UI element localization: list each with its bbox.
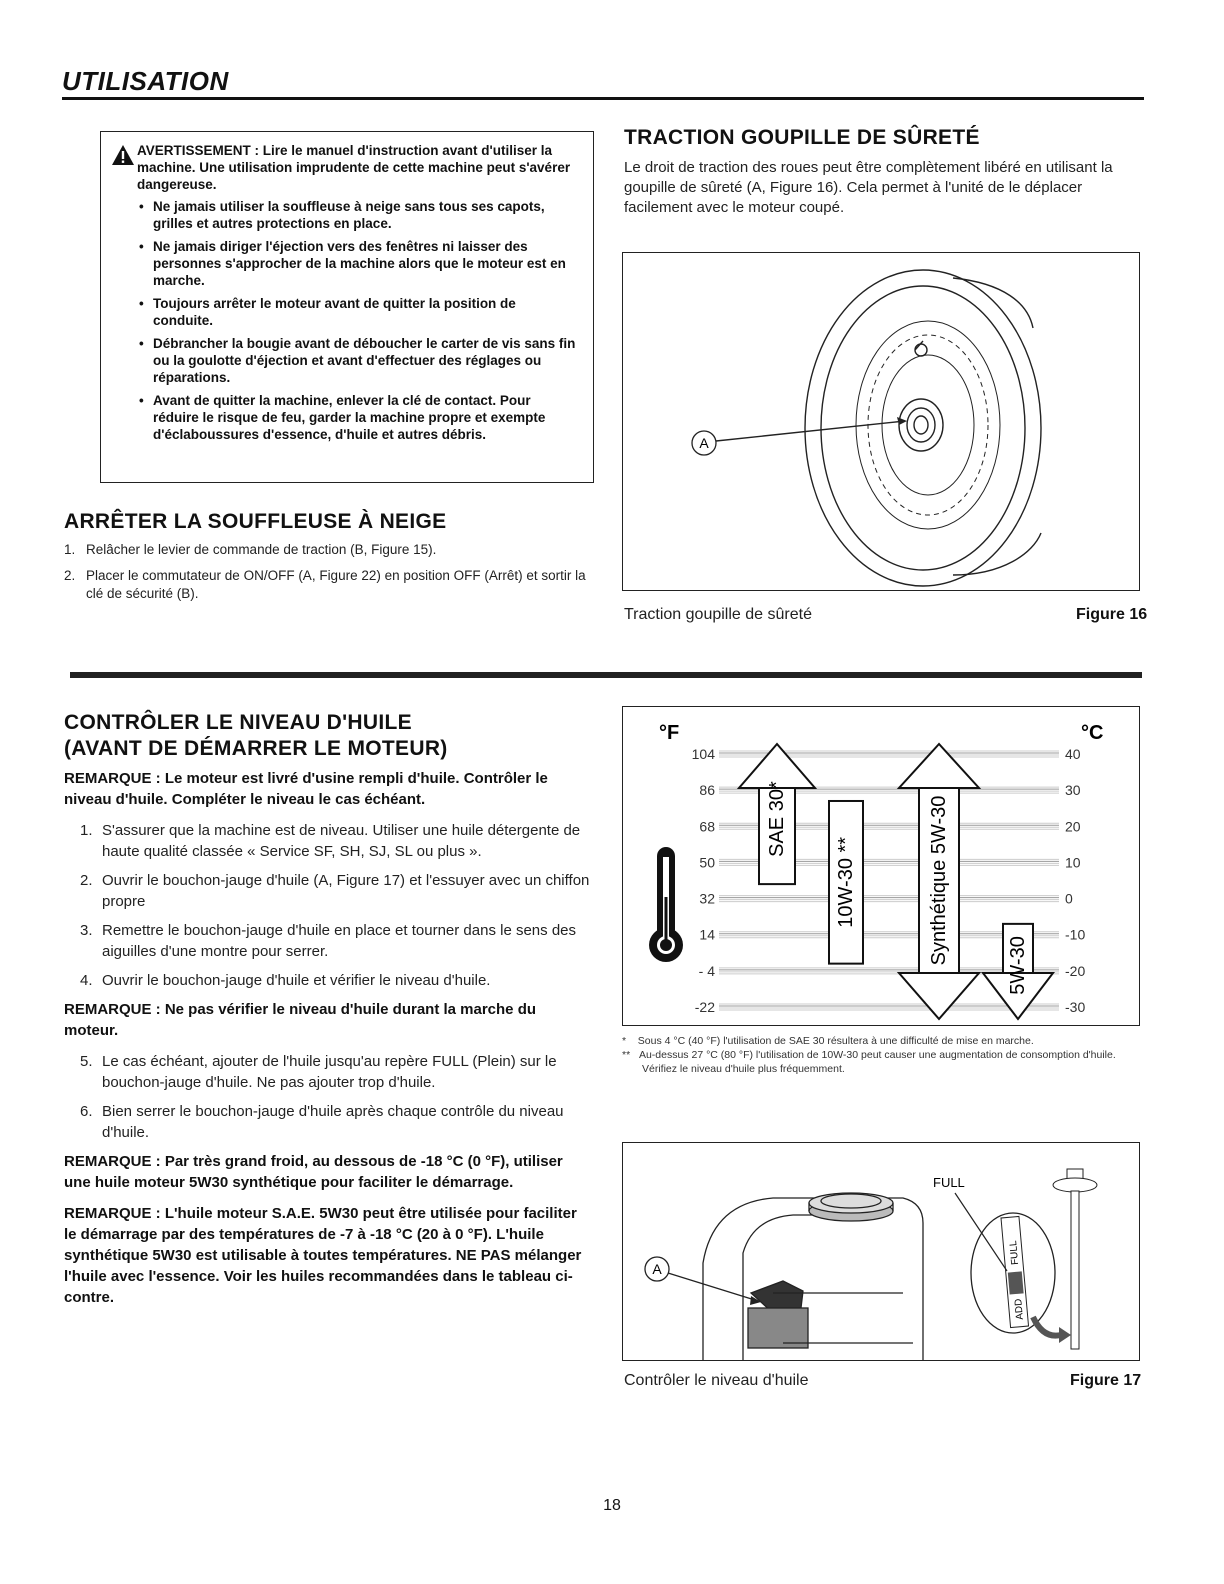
wheel-illustration: [623, 253, 1140, 591]
full-label: FULL: [933, 1175, 965, 1190]
warning-list: [117, 198, 579, 443]
list-item: [80, 1101, 590, 1143]
figure-17-label: Figure 17: [1070, 1372, 1142, 1389]
fahrenheit-tick-label: 32: [699, 890, 715, 907]
step-number: 2.: [80, 872, 93, 889]
footnote: [622, 1034, 1142, 1048]
step-number: 1.: [64, 542, 76, 557]
footnote: [622, 1048, 1142, 1076]
oil-range-bar: [899, 744, 979, 1019]
step-number: 6.: [80, 1103, 93, 1120]
list-item: [80, 870, 590, 912]
stop-steps: [64, 541, 594, 611]
callout-a-line: [716, 421, 905, 441]
celsius-tick-label: 20: [1065, 818, 1081, 835]
footnote-mark: *: [622, 1035, 627, 1047]
list-item: [80, 970, 590, 991]
footnote-mark: **: [622, 1049, 631, 1061]
fahrenheit-tick-label: 104: [691, 746, 715, 762]
oil-range-label: 5W-30: [1007, 936, 1029, 995]
stop-section-title: ARRÊTER LA SOUFFLEUSE À NEIGE: [64, 510, 447, 533]
celsius-tick-label: 30: [1065, 782, 1081, 799]
step-number: 2.: [64, 568, 76, 583]
fahrenheit-unit-label: °F: [659, 722, 680, 744]
celsius-tick-label: 0: [1065, 890, 1073, 907]
dip-full-label: FULL: [1008, 1240, 1022, 1266]
list-item: • Débrancher la bougie avant de déboucher le carter de vis sans fin ou la goulotte d'éjection et avant d'effectuer des réglages ou réparations.: [137, 335, 579, 386]
section-title: UTILISATION: [62, 66, 229, 96]
list-item: • Toujours arrêter le moteur avant de quitter la position de conduite.: [137, 295, 579, 329]
fahrenheit-tick-label: 86: [699, 782, 715, 799]
step-text: S'assurer que la machine est de niveau. Utiliser une huile détergente de haute qualité classée « Service SF, SH, SJ, SL ou plus ».: [102, 822, 581, 860]
step-text: Ouvrir le bouchon-jauge d'huile et vérifier le niveau d'huile.: [102, 972, 491, 989]
oil-section-body: [64, 768, 590, 1318]
list-item: [64, 541, 594, 559]
step-number: 4.: [80, 972, 93, 989]
page-number: 18: [603, 1497, 621, 1514]
step-number: 1.: [80, 822, 93, 839]
list-item: [80, 920, 590, 962]
celsius-tick-label: 10: [1065, 854, 1081, 871]
step-number: 3.: [80, 922, 93, 939]
thermometer-icon: [649, 847, 683, 962]
step-text: Ouvrir le bouchon-jauge d'huile (A, Figure 17) et l'essuyer avec un chiffon propre: [102, 872, 590, 910]
oil-section-title-line2: (AVANT DE DÉMARRER LE MOTEUR): [64, 737, 448, 760]
celsius-tick-label: 40: [1065, 746, 1081, 762]
fahrenheit-tick-label: -22: [694, 999, 715, 1015]
warning-triangle-icon: [111, 144, 135, 166]
warning-title: AVERTISSEMENT : Lire le manuel d'instruction avant d'utiliser la machine. Une utilisation imprudente de cette machine peut s'avérer dangereuse.: [137, 143, 571, 192]
oil-range-label: Synthétique 5W-30: [928, 795, 950, 966]
footnote-text: Sous 4 °C (40 °F) l'utilisation de SAE 30 résultera à une difficulté de mise en marche.: [637, 1035, 1034, 1047]
traction-text: Le droit de traction des roues peut être complètement libéré en utilisant la goupille de sûreté (A, Figure 16). Cela permet à l'unité de le déplacer facilement avec le moteur coupé.: [624, 159, 1113, 216]
dipstick-illustration: [623, 1143, 1140, 1361]
step-text: Remettre le bouchon-jauge d'huile en place et tourner dans le sens des aiguilles d'une montre pour serrer.: [102, 922, 577, 960]
step-text: Placer le commutateur de ON/OFF (A, Figure 22) en position OFF (Arrêt) et sortir la clé de sécurité (B).: [86, 568, 586, 601]
list-item: • Ne jamais utiliser la souffleuse à neige sans tous ses capots, grilles et autres protections en place.: [137, 198, 579, 232]
section-divider: [70, 672, 1142, 678]
oil-range-label: 10W-30 **: [835, 836, 857, 928]
step-text: Relâcher le levier de commande de traction (B, Figure 15).: [86, 542, 437, 557]
list-item: [80, 820, 590, 862]
rotate-arrow-icon: [1033, 1317, 1061, 1336]
fahrenheit-tick-label: 50: [699, 854, 715, 871]
dip-add-label: ADD: [1013, 1298, 1026, 1321]
celsius-unit-label: °C: [1081, 722, 1104, 744]
oil-chart-svg: [623, 707, 1141, 1027]
note-cold-weather: REMARQUE : Par très grand froid, au dessous de -18 °C (0 °F), utiliser une huile moteur 5W30 synthétique pour faciliter le démarrage.: [64, 1153, 563, 1191]
figure-16-image: [622, 252, 1140, 591]
celsius-tick-label: -30: [1065, 999, 1086, 1015]
note-factory-oil: REMARQUE : Le moteur est livré d'usine rempli d'huile. Contrôler le niveau d'huile. Compléter le niveau le cas échéant.: [64, 770, 548, 808]
fahrenheit-tick-label: 68: [699, 818, 715, 835]
celsius-tick-label: -20: [1065, 962, 1086, 979]
header-rule: [62, 97, 1144, 100]
step-number: 5.: [80, 1053, 93, 1070]
fahrenheit-tick-label: - 4: [698, 962, 715, 979]
fahrenheit-tick-label: 14: [699, 926, 715, 943]
figure-16-label: Figure 16: [1076, 606, 1148, 623]
oil-section-title-line1: CONTRÔLER LE NIVEAU D'HUILE: [64, 711, 412, 734]
list-item: [80, 1051, 590, 1093]
footnote-text: Au-dessus 27 °C (80 °F) l'utilisation de 10W-30 peut causer une augmentation de consomption d'huile. Vérifiez le niveau d'huile plus fréquemment.: [638, 1049, 1116, 1075]
oil-range-bar: [829, 801, 863, 964]
callout-a-label: A: [652, 1261, 662, 1277]
list-item: [64, 567, 594, 603]
note-5w30: REMARQUE : L'huile moteur S.A.E. 5W30 peut être utilisée pour faciliter le démarrage par des températures de -7 à -18 °C (20 à 0 °F). L'huile synthétique 5W30 est utilisable à toutes températures. NE PAS mélanger l'huile avec l'essence. Voir les huiles recommandées dans le tableau ci-contre.: [64, 1205, 582, 1306]
list-item: • Avant de quitter la machine, enlever la clé de contact. Pour réduire le risque de feu, garder la machine propre et exempte d'éclaboussures d'essence, d'huile et autres débris.: [137, 392, 579, 443]
warning-box: [100, 131, 594, 483]
oil-viscosity-chart: [622, 706, 1140, 1026]
figure-17-caption: Contrôler le niveau d'huile: [624, 1372, 809, 1389]
traction-section-title: TRACTION GOUPILLE DE SÛRETÉ: [624, 126, 980, 149]
oil-range-label: SAE 30*: [766, 781, 788, 857]
figure-16-caption: Traction goupille de sûreté: [624, 606, 812, 623]
note-engine-running: REMARQUE : Ne pas vérifier le niveau d'huile durant la marche du moteur.: [64, 1001, 537, 1039]
step-text: Le cas échéant, ajouter de l'huile jusqu'au repère FULL (Plein) sur le bouchon-jauge d'huile. Ne pas ajouter trop d'huile.: [102, 1053, 557, 1091]
list-item: • Ne jamais diriger l'éjection vers des fenêtres ni laisser des personnes s'approcher de la machine alors que le moteur est en marche.: [137, 238, 579, 289]
celsius-tick-label: -10: [1065, 926, 1086, 943]
figure-17-image: [622, 1142, 1140, 1361]
chart-footnotes: [622, 1034, 1142, 1076]
callout-a-label: A: [699, 435, 709, 451]
step-text: Bien serrer le bouchon-jauge d'huile après chaque contrôle du niveau d'huile.: [102, 1103, 564, 1141]
